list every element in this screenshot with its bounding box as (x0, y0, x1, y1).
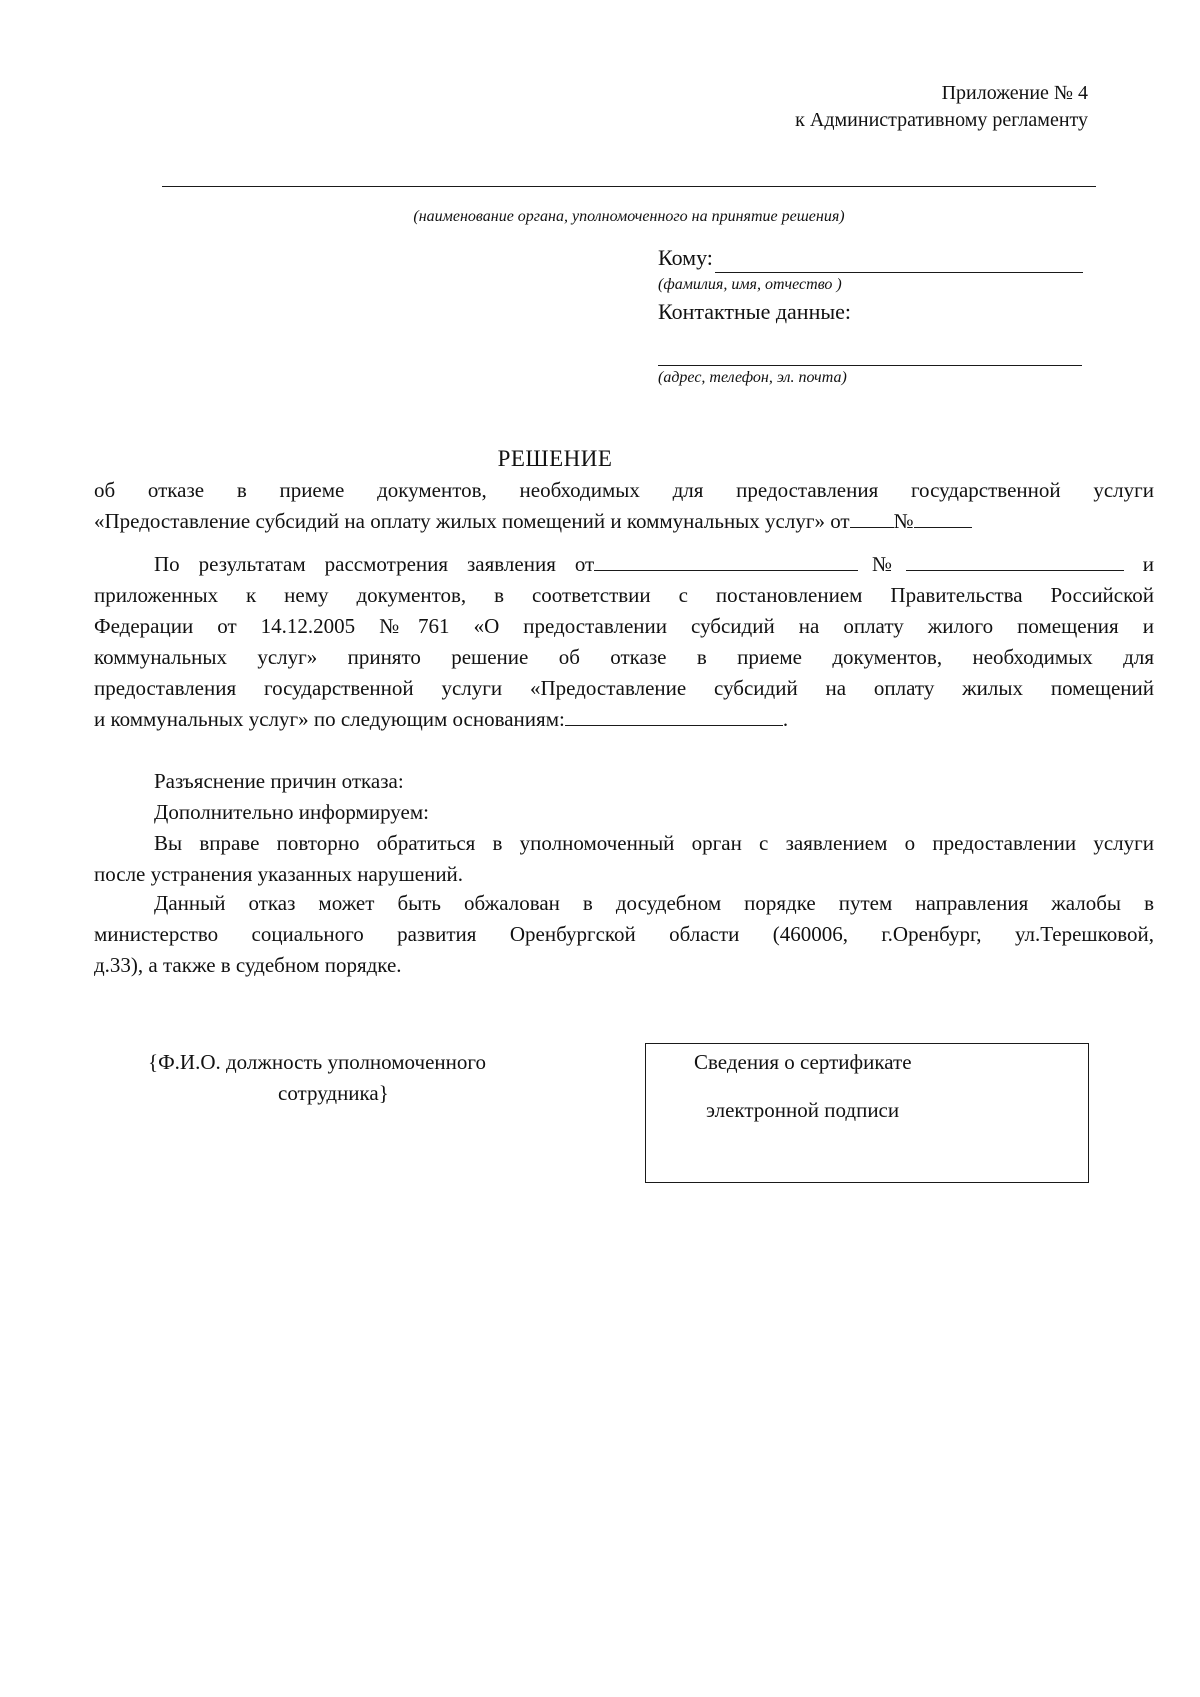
reapply-line-1: Вы вправе повторно обратиться в уполномоченный орган с заявлением о предоставлении услуги (154, 831, 1154, 855)
appendix-reference (795, 80, 1088, 134)
subtitle-line-2 (94, 506, 1154, 537)
appendix-number: Приложение № 4 (941, 82, 1088, 104)
paragraph-line-5: предоставления государственной услуги «Предоставление субсидий на оплату жилых помещений (94, 676, 1154, 700)
reapply-line-2: после устранения указанных нарушений. (94, 862, 464, 886)
recipient-to-row (658, 243, 1098, 273)
official-title-line-2: сотрудника} (278, 1081, 389, 1105)
certificate-line-2: электронной подписи (706, 1098, 900, 1122)
subtitle-line-1: об отказе в приеме документов, необходимых для предоставления государственной услуги (94, 478, 1154, 502)
grounds-period: . (782, 707, 789, 731)
appeal-line-1: Данный отказ может быть обжалован в досудебном порядке путем направления жалобы в (154, 891, 1154, 915)
application-date-label: По результатам рассмотрения заявления от (154, 552, 595, 576)
organ-name-line (162, 186, 1096, 187)
paragraph-line-4: коммунальных услуг» принято решение об отказе в приеме документов, необходимых для (94, 645, 1154, 669)
appeal-paragraph (94, 888, 1154, 981)
grounds-field (565, 707, 783, 726)
appeal-line-3: д.33), а также в судебном порядке. (94, 953, 402, 977)
application-number-field (906, 552, 1124, 571)
appendix-regulation: к Административному регламенту (795, 109, 1088, 131)
clarification-block (94, 766, 1154, 890)
recipient-name-field (715, 250, 1083, 273)
decision-subtitle (94, 475, 1154, 537)
paragraph-line-3: Федерации от 14.12.2005 №761 «О предоставлении субсидий на оплату жилого помещения и (94, 614, 1154, 638)
reasons-label: Разъяснение причин отказа: (154, 769, 404, 793)
main-paragraph (94, 549, 1154, 735)
contacts-field (658, 327, 1082, 366)
additional-info-label: Дополнительно информируем: (154, 800, 429, 824)
contacts-label: Контактные данные: (658, 299, 851, 324)
grounds-label: и коммунальных услуг» по следующим основаниям: (94, 707, 565, 731)
paragraph-line-1 (94, 549, 1154, 580)
recipient-block (658, 243, 1098, 390)
decision-number-label: № (893, 509, 914, 533)
paragraph-line-6 (94, 704, 1154, 735)
paragraph-conjunction: и (1142, 552, 1154, 576)
recipient-to-label: Кому: (658, 245, 713, 270)
certificate-info-box (645, 1043, 1089, 1183)
official-title-line-1: {Ф.И.О. должность уполномоченного (148, 1050, 486, 1074)
decision-date-field (850, 509, 894, 528)
certificate-line-1: Сведения о сертификате (694, 1050, 912, 1074)
recipient-name-caption: (фамилия, имя, отчество ) (658, 276, 842, 293)
subtitle-service-text: «Предоставление субсидий на оплату жилых помещений и коммунальных услуг» от (94, 509, 850, 533)
organ-name-caption: (наименование органа, уполномоченного на принятие решения) (413, 208, 845, 225)
document-title: РЕШЕНИЕ (497, 446, 613, 471)
application-number-label: № (858, 552, 906, 576)
paragraph-line-2: приложенных к нему документов, в соответствии с постановлением Правительства Российской (94, 583, 1154, 607)
contacts-caption: (адрес, телефон, эл. почта) (658, 369, 847, 386)
official-signature-block (148, 1047, 568, 1109)
application-date-field (594, 552, 858, 571)
decision-number-field (914, 509, 972, 528)
appeal-line-2: министерство социального развития Оренбургской области (460006, г.Оренбург, ул.Терешковой, (94, 922, 1154, 946)
